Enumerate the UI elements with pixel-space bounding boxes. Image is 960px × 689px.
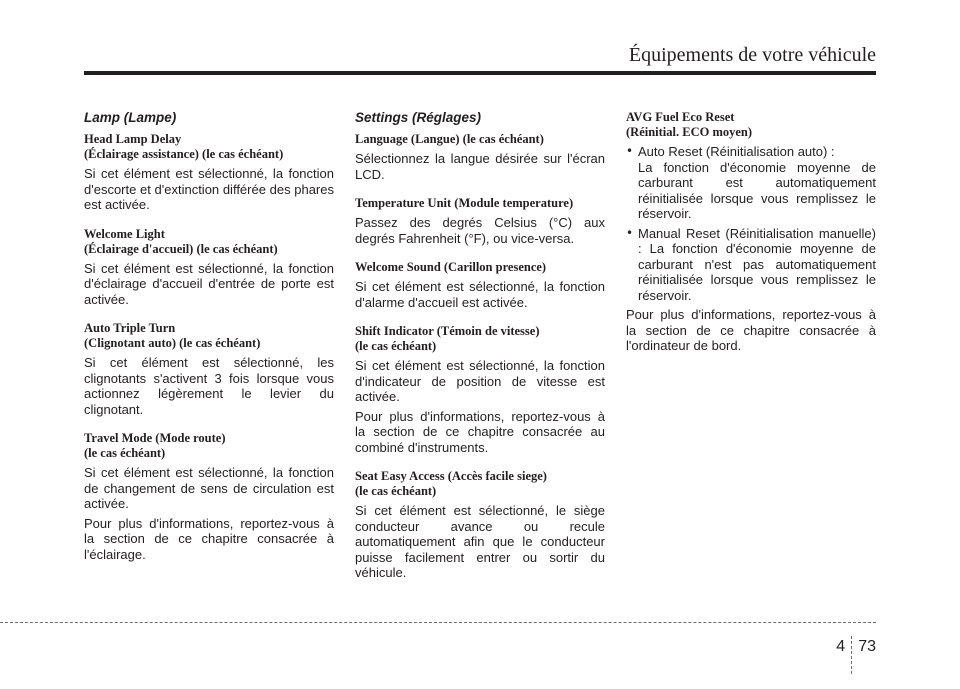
item-subheading: (Éclairage d'accueil) (le cas échéant) (84, 241, 278, 256)
bullet-label: • Auto Reset (Réinitialisation auto) : (638, 144, 835, 159)
item-welcome-sound (355, 260, 605, 310)
bullet-label: • Manual Reset (Réinitialisation manuelle) : La fonction d'économie moyenne de carburant n'est pas automatiquement réinitialisée lorsque vous remplissez le réservoir. (638, 225, 876, 303)
item-text: Si cet élément est sélectionné, la fonction d'escorte et d'extinction différée des phares est activée. (84, 166, 334, 212)
item-heading: Welcome Sound (Carillon presence) (355, 260, 547, 274)
bullet-list (626, 144, 876, 303)
item-heading: Shift Indicator (Témoin de vitesse) (355, 324, 540, 338)
item-text: Passez des degrés Celsius (°C) aux degrés Fahrenheit (°F), ou vice-versa. (355, 215, 605, 246)
column-lamp (84, 110, 334, 576)
section-title: Settings (Réglages) (355, 110, 482, 125)
item-heading: Welcome Light (84, 226, 165, 241)
item-heading: Language (Langue) (le cas échéant) (355, 132, 544, 146)
item-text: Sélectionnez la langue désirée sur l'écran LCD. (355, 151, 605, 182)
page-number (836, 628, 876, 666)
item-text-note: Pour plus d'informations, reportez-vous à la section de ce chapitre consacrée à l'éclairage. (84, 515, 334, 562)
page-number-value: 73 (858, 638, 876, 655)
page-number-divider (851, 636, 852, 674)
item-text: Si cet élément est sélectionné, le siège conducteur avance ou recule automatiquement afin que le conducteur puisse facilement entrer ou sortir du véhicule. (355, 503, 605, 580)
item-text: Si cet élément est sélectionné, la fonction d'indicateur de position de vitesse est activée. (355, 358, 605, 404)
item-subheading: (Clignotant auto) (le cas échéant) (84, 336, 261, 350)
item-text: Si cet élément est sélectionné, les clignotants s'activent 3 fois lorsque vous actionnez légèrement le levier du clignotant. (84, 355, 334, 417)
bullet-auto-reset (626, 144, 876, 222)
item-heading: Seat Easy Access (Accès facile siege) (355, 469, 547, 483)
item-heading: Head Lamp Delay (84, 132, 182, 146)
column-fuel-eco (626, 110, 876, 354)
item-heading: Temperature Unit (Module temperature) (355, 196, 574, 210)
item-subheading: (le cas échéant) (84, 446, 166, 460)
item-welcome-light (84, 227, 334, 308)
bullet-text: La fonction d'économie moyenne de carburant est automatiquement réinitialisée lorsque vous remplissez le réservoir. (638, 159, 876, 221)
item-text-note: Pour plus d'informations, reportez-vous à la section de ce chapitre consacrée au combiné d'instruments. (355, 408, 605, 455)
item-text: Si cet élément est sélectionné, la fonction de changement de sens de circulation est activée. (84, 465, 334, 511)
item-auto-triple-turn (84, 321, 334, 417)
item-text: Pour plus d'informations, reportez-vous à la section de ce chapitre consacrée à l'ordinateur de bord. (626, 307, 876, 353)
item-subheading: (le cas échéant) (355, 339, 437, 353)
item-heading: Auto Triple Turn (84, 321, 176, 335)
chapter-title: Équipements de votre véhicule (628, 44, 876, 66)
item-travel-mode (84, 431, 334, 562)
item-head-lamp-delay (84, 132, 334, 213)
item-text: Si cet élément est sélectionné, la fonction d'éclairage d'accueil d'entrée de porte est activée. (84, 260, 334, 307)
item-subheading: (Éclairage assistance) (le cas échéant) (84, 147, 284, 161)
item-subheading: (Réinitial. ECO moyen) (626, 125, 753, 139)
item-seat-easy-access (355, 469, 605, 581)
column-settings (355, 110, 605, 595)
item-temperature-unit (355, 196, 605, 246)
item-text: Si cet élément est sélectionné, la fonction d'alarme d'accueil est activée. (355, 279, 605, 310)
footer-rule (0, 622, 876, 623)
section-title: Lamp (Lampe) (84, 110, 177, 125)
item-heading: AVG Fuel Eco Reset (626, 110, 735, 124)
item-language (355, 132, 605, 182)
bullet-manual-reset (626, 226, 876, 304)
item-shift-indicator (355, 324, 605, 455)
chapter-number: 4 (836, 638, 846, 655)
item-heading: Travel Mode (Mode route) (84, 431, 226, 445)
item-subheading: (le cas échéant) (355, 484, 437, 498)
header-rule (84, 71, 876, 75)
